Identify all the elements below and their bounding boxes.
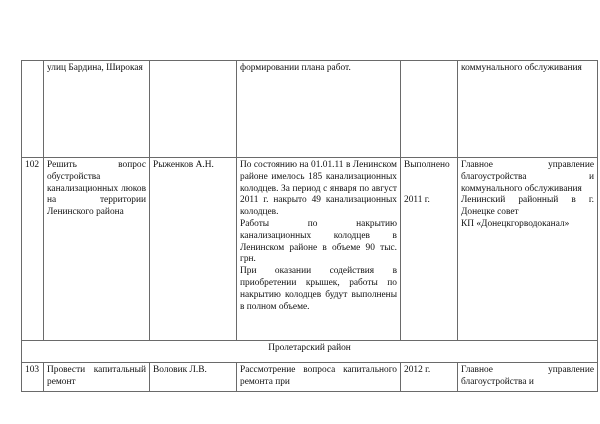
executor-line: Ленинский районный в г. Донецке совет — [461, 195, 594, 218]
region-header: Пролетарский район — [22, 341, 598, 363]
responsible-cell: Рыженков А.Н. — [150, 158, 237, 341]
executor-cell: коммунального обслуживания — [458, 61, 598, 158]
status-cell: Рассмотрение вопроса капитального ремонта при — [237, 363, 401, 392]
region-header-row — [22, 341, 598, 363]
status-paragraph: Работы по накрытию канализационных колодцев в Ленинском районе в объеме 90 тыс. грн. — [240, 218, 397, 265]
table-row — [22, 61, 598, 158]
responsible-cell — [150, 61, 237, 158]
executor-line: Главное управление благоустройства и коммунального обслуживания — [461, 160, 594, 194]
table-row — [22, 158, 598, 341]
task-cell: улиц Бардина, Широкая — [44, 61, 150, 158]
executor-cell — [458, 158, 598, 341]
term-year: 2011 г. — [404, 194, 430, 205]
row-number: 102 — [22, 158, 44, 341]
table-row — [22, 363, 598, 392]
term-status: Выполнено — [404, 160, 450, 170]
term-cell — [401, 158, 458, 341]
row-number — [22, 61, 44, 158]
row-number: 103 — [22, 363, 44, 392]
status-cell: формировании плана работ. — [237, 61, 401, 158]
term-cell: 2012 г. — [401, 363, 458, 392]
task-cell: Провести капитальный ремонт — [44, 363, 150, 392]
task-cell: Решить вопрос обустройства канализационных люков на территории Ленинского района — [44, 158, 150, 341]
status-paragraph: По состоянию на 01.01.11 в Ленинском районе имелось 185 канализационных колодцев. За период с января по август 2011 г. накрыто 49 канализационных колодцев. — [240, 160, 397, 218]
responsible-cell: Воловик Л.В. — [150, 363, 237, 392]
status-cell — [237, 158, 401, 341]
term-cell — [401, 61, 458, 158]
executor-line: КП «Донецкгорводоканал» — [461, 218, 570, 229]
plan-table — [21, 60, 598, 392]
executor-cell: Главное управление благоустройства и — [458, 363, 598, 392]
status-paragraph: При оказании содействия в приобретении крышек, работы по накрытию колодцев будут выполнены в полном объеме. — [240, 266, 397, 312]
